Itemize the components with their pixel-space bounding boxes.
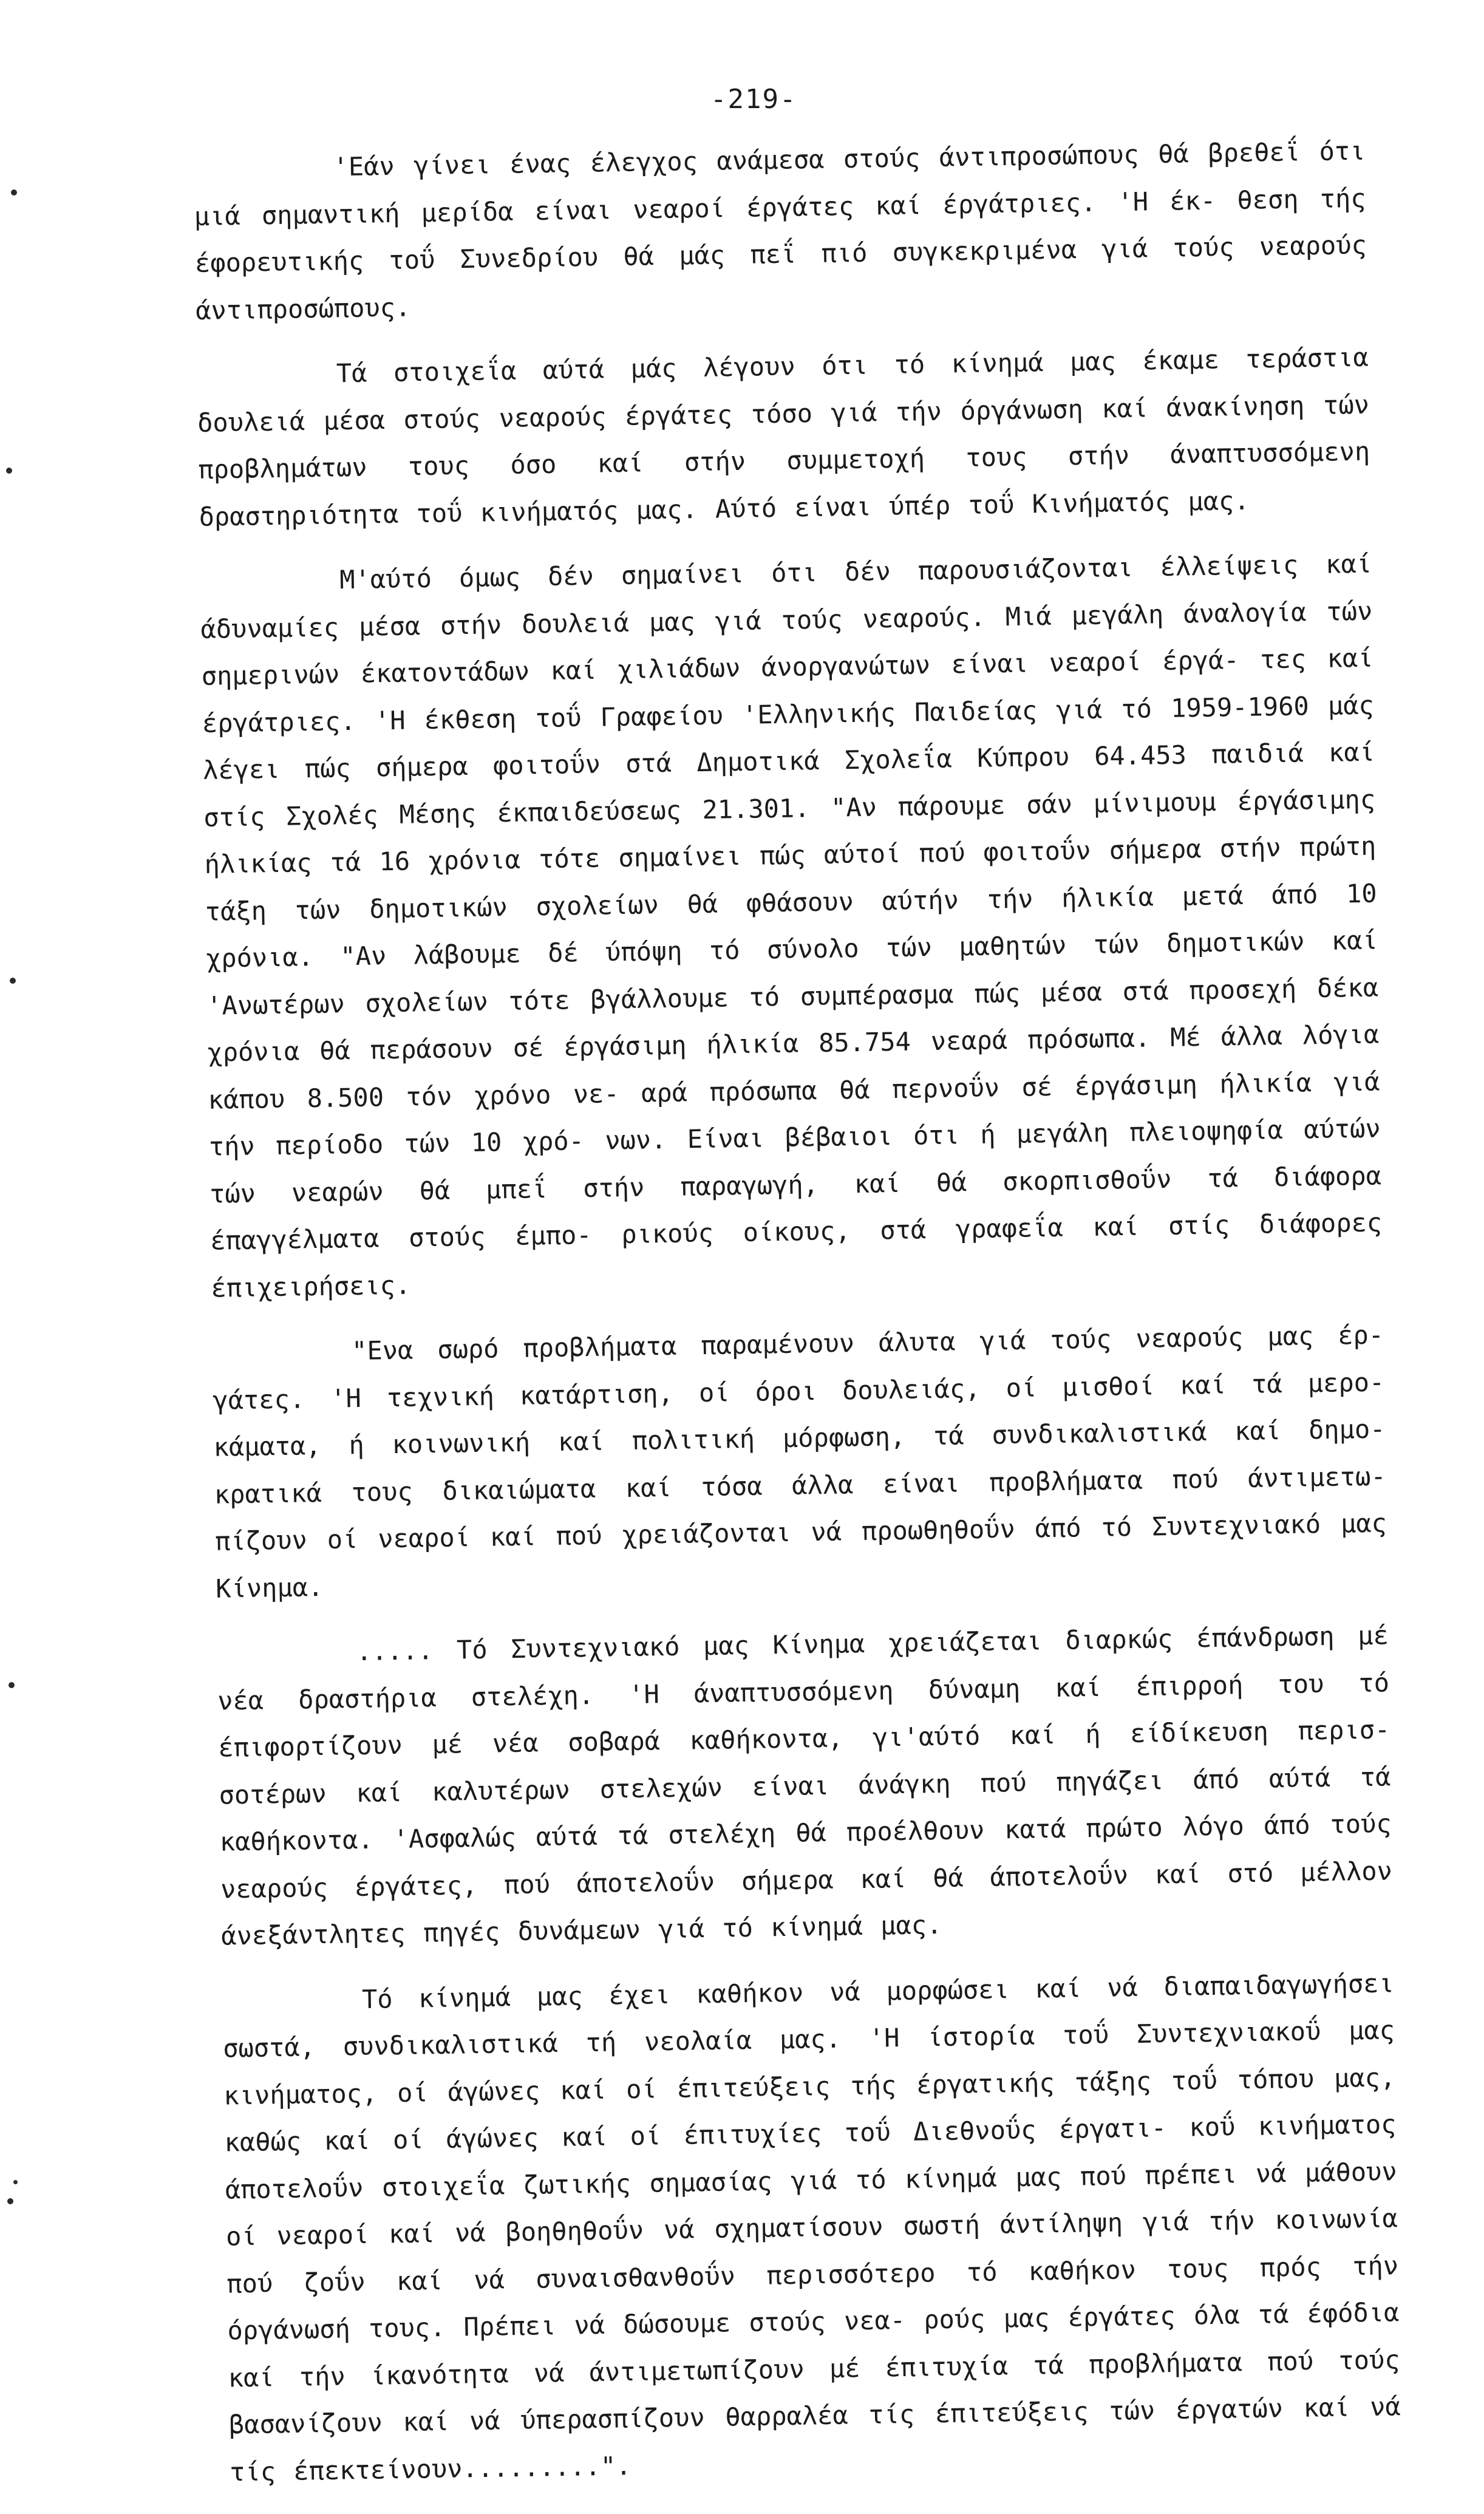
scan-speck: [7, 2198, 13, 2204]
scan-speck: [13, 2180, 18, 2184]
paragraph-1: 'Εάν γίνει ένας έλεγχος ανάμεσα στούς άντιπροσώπους θά βρεθεΐ ότι μιά σημαντική μερίδα είναι νεαροί έργάτες καί έργάτριες. 'Η έκ- θεση τής έφορευτικής τοΰ Συνεδρίου θά μάς πεΐ πιό συγκεκριμένα γιά τούς νεαρούς άντιπροσώπους.: [194, 135, 1367, 325]
paragraph-6: Τό κίνημά μας έχει καθήκον νά μορφώσει καί νά διαπαιδαγωγήσει σωστά, συνδικαλιστικά τή νεολαία μας. 'Η ίστορία τοΰ Συντεχνιακοΰ μας κινήματος, οί άγώνες καί οί έπιτεύξεις τής έργατικής τάξης τοΰ τόπου μας, καθώς καί οί άγώνες καί οί έπιτυχίες τοΰ Διεθνοΰς έργατι- κοΰ κινήματος άποτελοΰν στοιχεΐα ζωτικής σημασίας γιά τό κίνημά μας πού πρέπει νά μάθουν οί νεαροί καί νά βοηθηθοΰν νά σχηματίσουν σωστή άντίληψη γιά τήν κοινωνία πού ζοΰν καί νά συναισθανθοΰν περισσότερο τό καθήκον τους πρός τήν όργάνωσή τους. Πρέπει νά δώσουμε στούς νεα- ρούς μας έργάτες όλα τά έφόδια καί τήν ίκανότητα νά άντιμετωπίζουν μέ έπιτυχία τά προβλήματα πού τούς βασανίζουν καί νά ύπερασπίζουν θαρραλέα τίς έπιτεύξεις τών έργατών καί νά τίς έπεκτείνουν.........".: [222, 1967, 1401, 2487]
paragraph-4: "Ενα σωρό προβλήματα παραμένουν άλυτα γιά τούς νεαρούς μας έρ- γάτες. 'Η τεχνική κατάρτιση, οί όροι δουλειάς, οί μισθοί καί τά μερο- κάματα, ή κοινωνική καί πολιτική μόρφωση, τά συνδικαλιστικά καί δημο- κρατικά τους δικαιώματα καί τόσα άλλα είναι προβλήματα πού άντιμετω- πίζουν οί νεαροί καί πού χρειάζονται νά προωθηθοΰν άπό τό Συντεχνιακό μας Κίνημα.: [213, 1320, 1387, 1604]
scan-speck: [9, 1682, 15, 1688]
scan-speck: [10, 978, 16, 984]
page-number: -219-: [710, 84, 797, 115]
body-text: [193, 128, 1402, 2514]
scan-speck: [11, 189, 17, 196]
paragraph-3: Μ'αύτό όμως δέν σημαίνει ότι δέν παρουσιάζονται έλλείψεις καί άδυναμίες μέσα στήν δουλειά μας γιά τούς νεαρούς. Μιά μεγάλη άναλογία τών σημερινών έκατοντάδων καί χιλιάδων άνοργανώτων είναι νεαροί έργά- τες καί έργάτριες. 'Η έκθεση τοΰ Γραφείου 'Ελληνικής Παιδείας γιά τό 1959-1960 μάς λέγει πώς σήμερα φοιτοΰν στά Δημοτικά Σχολεΐα Κύπρου 64.453 παιδιά καί στίς Σχολές Μέσης έκπαιδεύσεως 21.301. "Αν πάρουμε σάν μίνιμουμ έργάσιμης ήλικίας τά 16 χρόνια τότε σημαίνει πώς αύτοί πού φοιτοΰν σήμερα στήν πρώτη τάξη τών δημοτικών σχολείων θά φθάσουν αύτήν τήν ήλικία μετά άπό 10 χρόνια. "Αν λάβουμε δέ ύπόψη τό σύνολο τών μαθητών τών δημοτικών καί 'Ανωτέρων σχολείων τότε βγάλλουμε τό συμπέρασμα πώς μέσα στά προσεχή δέκα χρόνια θά περάσουν σέ έργάσιμη ήλικία 85.754 νεαρά πρόσωπα. Μέ άλλα λόγια κάπου 8.500 τόν χρόνο νε- αρά πρόσωπα θά περνοΰν σέ έργάσιμη ήλικία γιά τήν περίοδο τών 10 χρό- νων. Είναι βέβαιοι ότι ή μεγάλη πλειοψηφία αύτών τών νεαρών θά μπεΐ στήν παραγωγή, καί θά σκορπισθοΰν τά διάφορα έπαγγέλματα στούς έμπο- ρικούς οίκους, στά γραφεΐα καί στίς διάφορες έπιχειρήσεις.: [200, 548, 1383, 1303]
paragraph-5: ..... Τό Συντεχνιακό μας Κίνημα χρειάζεται διαρκώς έπάνδρωση μέ νέα δραστήρια στελέχη. 'Η άναπτυσσόμενη δύναμη καί έπιρροή του τό έπιφορτίζουν μέ νέα σοβαρά καθήκοντα, γι'αύτό καί ή είδίκευση περισ- σοτέρων καί καλυτέρων στελεχών είναι άνάγκη πού πηγάζει άπό αύτά τά καθήκοντα. 'Ασφαλώς αύτά τά στελέχη θά προέλθουν κατά πρώτο λόγο άπό τούς νεαρούς έργάτες, πού άποτελοΰν σήμερα καί θά άποτελοΰν καί στό μέλλον άνεξάντλητες πηγές δυνάμεων γιά τό κίνημά μας.: [217, 1620, 1393, 1951]
scan-speck: [6, 468, 12, 474]
paragraph-2: Τά στοιχεΐα αύτά μάς λέγουν ότι τό κίνημά μας έκαμε τεράστια δουλειά μέσα στούς νεαρούς έργάτες τόσο γιά τήν όργάνωση καί άνακίνηση τών προβλημάτων τους όσο καί στήν συμμετοχή τους στήν άναπτυσσόμενη δραστηριότητα τοΰ κινήματός μας. Αύτό είναι ύπέρ τοΰ Κινήματός μας.: [197, 342, 1370, 532]
